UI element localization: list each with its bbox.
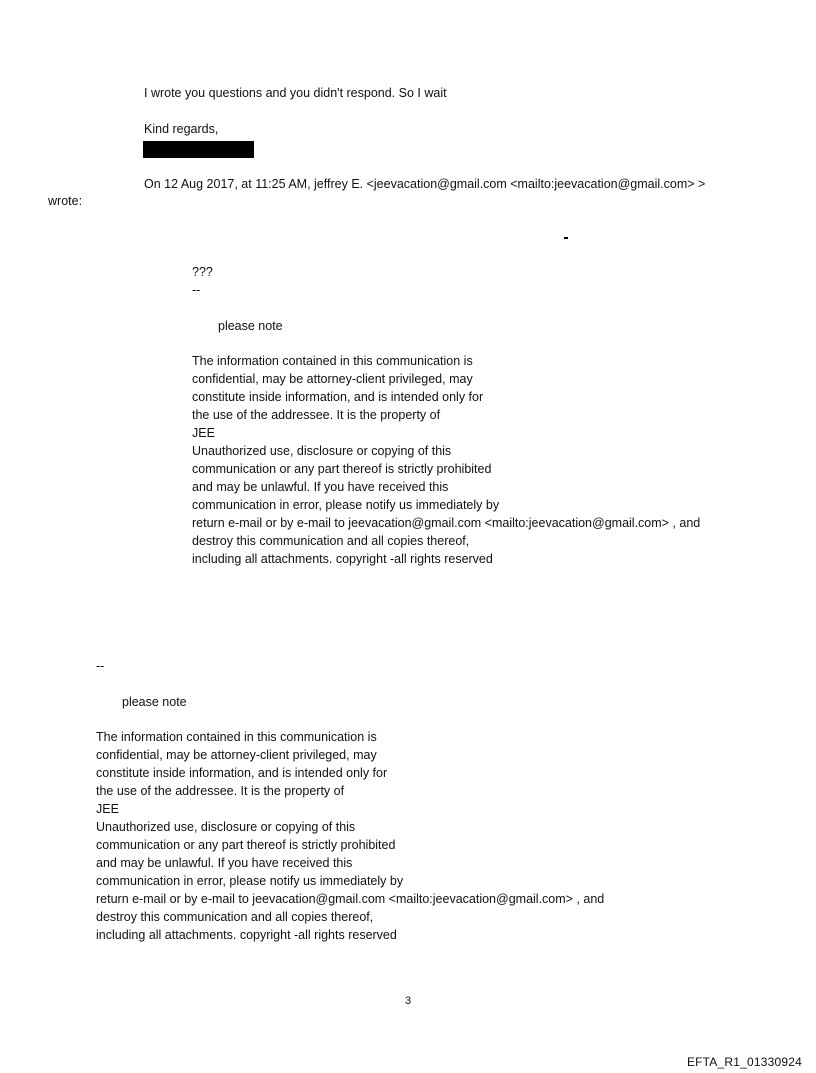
quoted-separator: -- bbox=[192, 283, 201, 297]
disclaimer-line: constitute inside information, and is intended only for bbox=[192, 390, 484, 404]
quoted-note-heading: please note bbox=[218, 319, 283, 333]
disclaimer-line: communication or any part thereof is strictly prohibited bbox=[192, 462, 492, 476]
disclaimer-line: confidential, may be attorney-client privileged, may bbox=[96, 748, 377, 762]
disclaimer-line: The information contained in this communication is bbox=[192, 354, 473, 368]
disclaimer-line: the use of the addressee. It is the property of bbox=[192, 408, 441, 422]
quoted-disclaimer bbox=[192, 352, 700, 568]
quote-header-wrote: wrote: bbox=[48, 194, 83, 208]
reply-body: I wrote you questions and you didn't respond. So I wait bbox=[144, 86, 447, 100]
disclaimer-line: Unauthorized use, disclosure or copying of this bbox=[96, 820, 356, 834]
disclaimer-line: and may be unlawful. If you have received this bbox=[192, 480, 449, 494]
page-number: 3 bbox=[404, 995, 412, 1007]
signature-note-heading: please note bbox=[122, 695, 187, 709]
disclaimer-line: including all attachments. copyright -all rights reserved bbox=[192, 552, 493, 566]
disclaimer-line: and may be unlawful. If you have received this bbox=[96, 856, 353, 870]
disclaimer-line: JEE bbox=[192, 426, 215, 440]
disclaimer-line: destroy this communication and all copies thereof, bbox=[192, 534, 470, 548]
disclaimer-line: communication in error, please notify us immediately by bbox=[192, 498, 500, 512]
disclaimer-line: return e-mail or by e-mail to jeevacation@gmail.com <mailto:jeevacation@gmail.com> , and bbox=[192, 516, 701, 530]
disclaimer-line: constitute inside information, and is intended only for bbox=[96, 766, 388, 780]
disclaimer-line: the use of the addressee. It is the property of bbox=[96, 784, 345, 798]
disclaimer-line: return e-mail or by e-mail to jeevacation@gmail.com <mailto:jeevacation@gmail.com> , and bbox=[96, 892, 605, 906]
quoted-body: ??? bbox=[192, 265, 213, 279]
signature-separator: -- bbox=[96, 659, 105, 673]
disclaimer-line: Unauthorized use, disclosure or copying of this bbox=[192, 444, 452, 458]
disclaimer-line: destroy this communication and all copies thereof, bbox=[96, 910, 374, 924]
signature-disclaimer bbox=[96, 728, 604, 944]
disclaimer-line: communication in error, please notify us immediately by bbox=[96, 874, 404, 888]
disclaimer-line: communication or any part thereof is strictly prohibited bbox=[96, 838, 396, 852]
stray-dash-mark bbox=[564, 237, 568, 239]
quote-header-line: On 12 Aug 2017, at 11:25 AM, jeffrey E. <jeevacation@gmail.com <mailto:jeevacation@gmail.com> > bbox=[144, 177, 706, 191]
bates-number: EFTA_R1_01330924 bbox=[686, 1055, 802, 1069]
reply-closing: Kind regards, bbox=[144, 122, 219, 136]
disclaimer-line: including all attachments. copyright -all rights reserved bbox=[96, 928, 397, 942]
redaction-block bbox=[143, 141, 254, 158]
disclaimer-line: The information contained in this communication is bbox=[96, 730, 377, 744]
disclaimer-line: confidential, may be attorney-client privileged, may bbox=[192, 372, 473, 386]
disclaimer-line: JEE bbox=[96, 802, 119, 816]
